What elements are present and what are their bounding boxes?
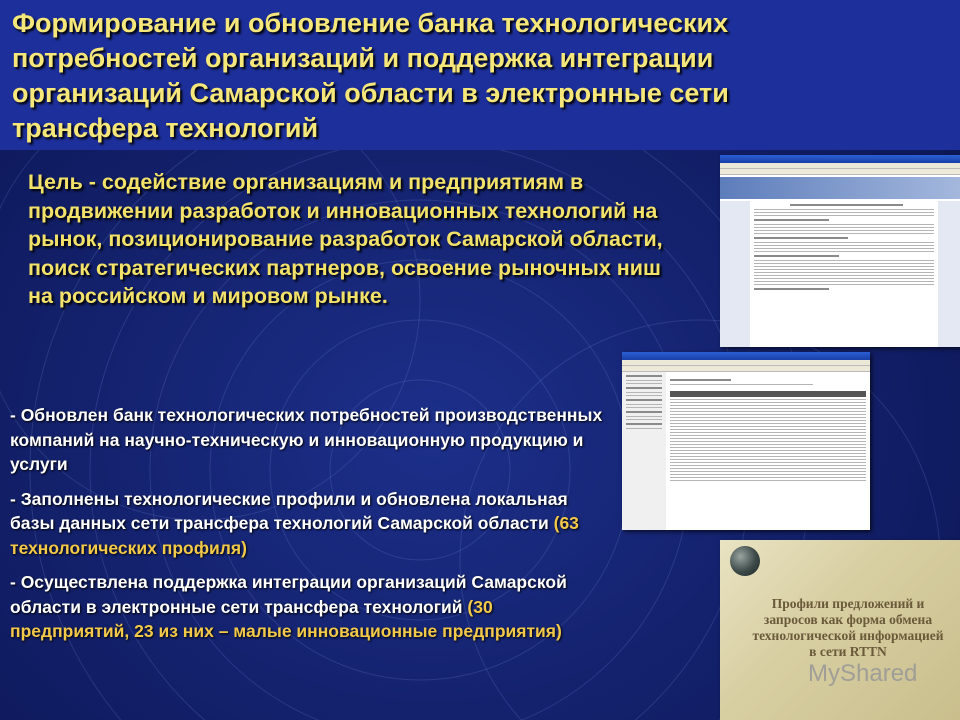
bullet-text: - Осуществлена поддержка интеграции организаций Самарской области в электронные сети трансфера технологий xyxy=(10,572,567,617)
bullet-highlight: (30 предприятий, 23 из них – малые инновационные предприятия) xyxy=(10,596,562,641)
bullet-text: - Заполнены технологические профили и обновлена локальная базы данных сети трансфера технологий Самарской области xyxy=(10,488,568,533)
slide-title: Формирование и обновление банка технологических потребностей организаций и поддержка интеграции организаций Самарской области в электронные сети трансфера технологий xyxy=(12,8,729,143)
website-screenshot-1 xyxy=(720,155,960,347)
bullet-list xyxy=(10,403,610,654)
bullet-item xyxy=(10,487,610,561)
bullet-text: - Обновлен банк технологических потребностей производственных компаний на научно-техническую и инновационную продукцию и услуги xyxy=(10,405,603,474)
website-screenshot-2 xyxy=(622,352,870,530)
bullet-highlight: (63 технологических профиля) xyxy=(10,513,579,558)
rttn-slide-image xyxy=(720,540,960,720)
bullet-item xyxy=(10,570,610,644)
bullet-item xyxy=(10,403,610,477)
watermark: MyShared xyxy=(808,660,918,687)
globe-icon xyxy=(730,546,760,576)
rttn-caption: Профили предложений и запросов как форма обмена технологической информацией в сети RTTN xyxy=(752,596,944,659)
goal-text: Цель - содействие организациям и предприятиям в продвижении разработок и инновационных технологий на рынок, позиционирование разработок Самарской области, поиск стратегических партнеров, освоение рыночных ниш на российском и мировом рынке. xyxy=(28,170,663,308)
